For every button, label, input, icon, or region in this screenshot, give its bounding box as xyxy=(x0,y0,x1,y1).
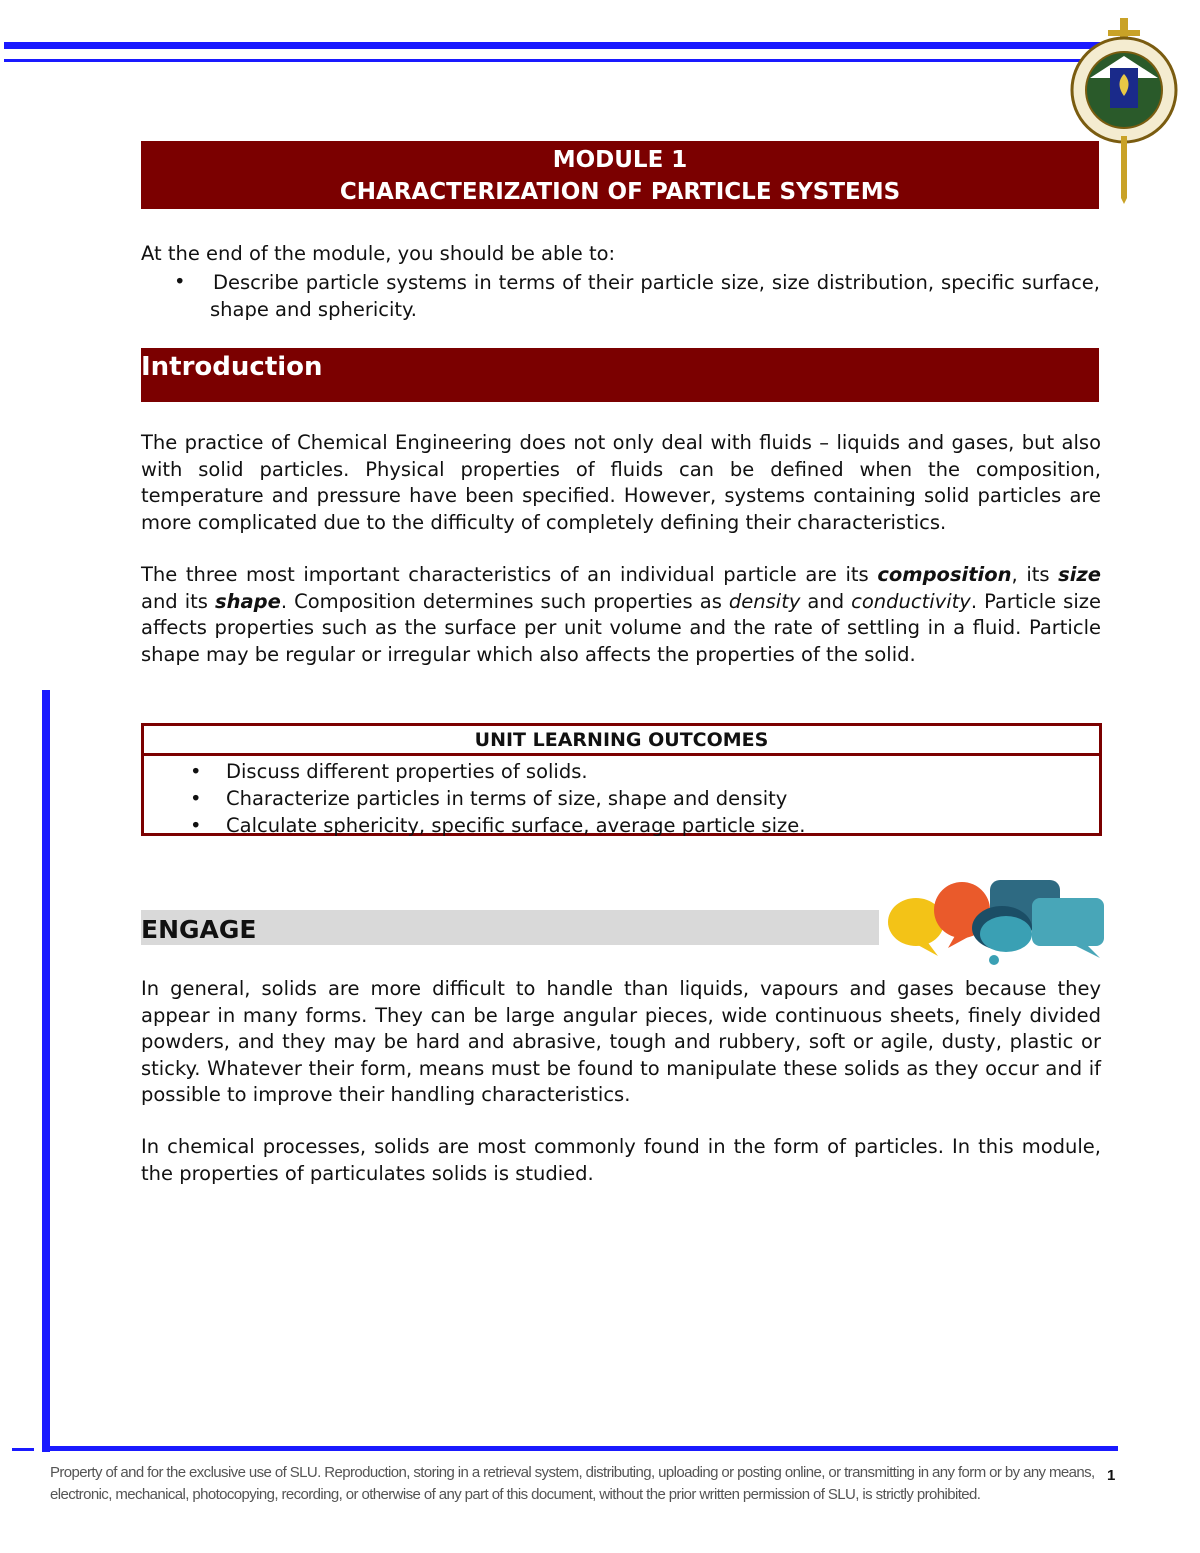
outcome-item: Calculate sphericity, specific surface, average particle size. xyxy=(226,814,806,837)
engage-paragraph-1: In general, solids are more difficult to handle than liquids, vapours and gases because they appear in many forms. They can be large angular pieces, wide continuous sheets, finely divided powders, and they may be hard and abrasive, tough and rubbery, soft or agile, dusty, plastic or sticky. Whatever their form, means must be found to manipulate these solids as they occur and if possible to improve their handling characteristics. xyxy=(141,977,1101,1107)
para2-text: and xyxy=(800,589,852,613)
outcome-bullet-icon: • xyxy=(190,760,202,783)
para2-text: . Composition determines such properties as xyxy=(280,589,729,613)
term-shape: shape xyxy=(215,589,281,613)
introduction-heading: Introduction xyxy=(141,348,1099,402)
left-margin-rule xyxy=(42,690,50,1452)
introduction-paragraph-1: The practice of Chemical Engineering does not only deal with fluids – liquids and gases, but also with solid particles. Physical properties of fluids can be defined when the composition, temperature and pressure have been specified. However, systems containing solid particles are more complicated due to the difficulty of completely defining their characteristics. xyxy=(141,431,1101,534)
engage-paragraph-2: In chemical processes, solids are most commonly found in the form of particles. In this module, the properties of particulates solids is studied. xyxy=(141,1135,1101,1185)
bottom-rule xyxy=(42,1446,1118,1451)
module-title-banner xyxy=(141,141,1099,209)
top-rule-thick xyxy=(4,42,1100,49)
page-number: 1 xyxy=(1107,1467,1116,1484)
para2-text: The three most important characteristics of an individual particle are its xyxy=(141,563,878,586)
introduction-paragraph-2 xyxy=(141,562,1101,668)
top-rule-thin xyxy=(4,59,1100,62)
objective-bullet-icon: • xyxy=(174,270,186,293)
term-composition: composition xyxy=(877,563,1012,586)
copyright-footer: Property of and for the exclusive use of SLU. Reproduction, storing in a retrieval system, distributing, uploading or posting online, or transmitting in any form or by any means, electronic, mechanical, photocopying, recording, or otherwise of any part of this document, without the prior written permission of SLU, is strictly prohibited. xyxy=(50,1464,1095,1503)
speech-bubbles-icon xyxy=(886,876,1108,968)
para2-text: , its xyxy=(1011,563,1059,586)
outcome-item: Characterize particles in terms of size, shape and density xyxy=(226,787,788,810)
module-number: MODULE 1 xyxy=(552,147,688,173)
term-density: density xyxy=(728,589,801,613)
objective-item: Describe particle systems in terms of their particle size, size distribution, specific surface, shape and sphericity. xyxy=(210,271,1100,321)
term-conductivity: conductivity xyxy=(851,589,971,613)
term-size: size xyxy=(1058,563,1101,586)
outcome-item: Discuss different properties of solids. xyxy=(226,760,588,783)
learning-outcomes-heading: UNIT LEARNING OUTCOMES xyxy=(141,724,1102,756)
module-title: CHARACTERIZATION OF PARTICLE SYSTEMS xyxy=(339,179,901,205)
para2-text: . Particle size affects properties such as the surface per unit volume and the rate of settling in a fluid. Particle shape may be regular or irregular which also affects the properties of the solid. xyxy=(141,589,1101,666)
para2-text: and its xyxy=(141,589,215,613)
objectives-lead: At the end of the module, you should be able to: xyxy=(141,242,616,265)
outcome-bullet-icon: • xyxy=(190,787,202,810)
bottom-rule-left xyxy=(12,1448,34,1451)
engage-heading: ENGAGE xyxy=(141,910,879,945)
outcome-bullet-icon: • xyxy=(190,814,202,837)
